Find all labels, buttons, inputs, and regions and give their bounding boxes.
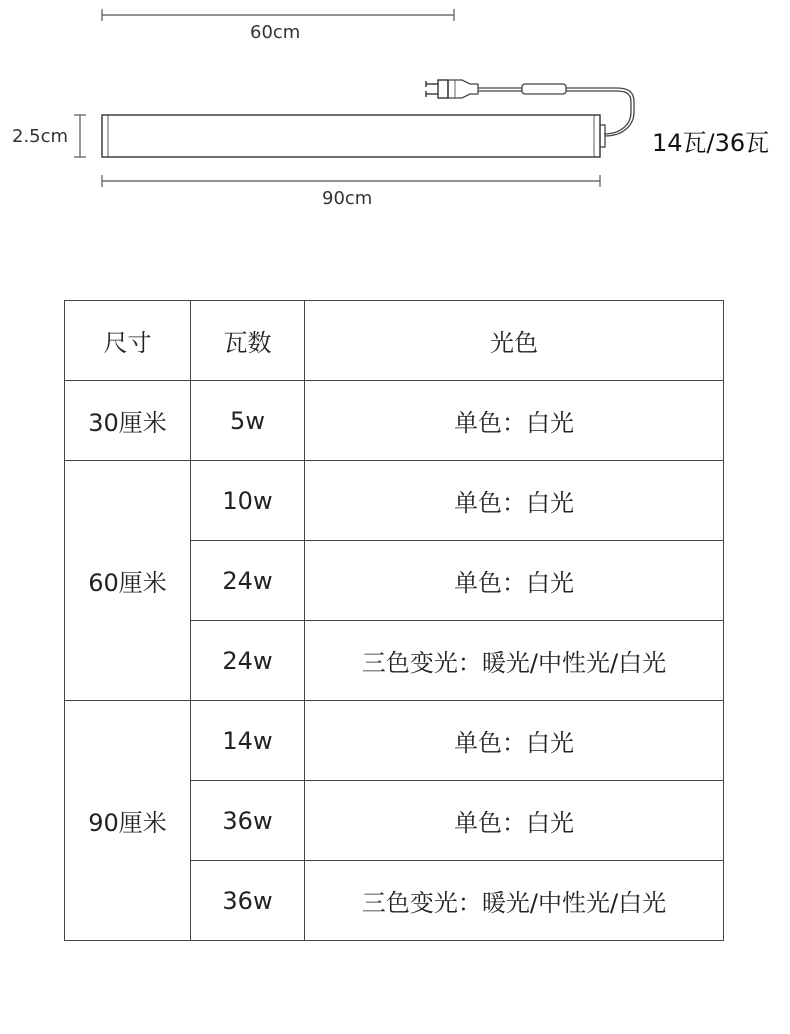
wattage-cell: 36w [191, 781, 305, 861]
header-size: 尺寸 [65, 301, 191, 381]
wattage-label: 14瓦/36瓦 [652, 129, 770, 157]
table-header-row [65, 301, 724, 381]
light-color-cell: 三色变光：暖光/中性光/白光 [305, 861, 724, 941]
table-row [65, 381, 724, 461]
wattage-cell: 10w [191, 461, 305, 541]
size-cell: 60厘米 [65, 461, 191, 701]
light-color-cell: 单色：白光 [305, 701, 724, 781]
wattage-cell: 5w [191, 381, 305, 461]
wattage-cell: 24w [191, 541, 305, 621]
length-label: 90cm [322, 188, 373, 209]
size-cell: 30厘米 [65, 381, 191, 461]
height-label: 2.5cm [12, 126, 69, 147]
dimension-line-90cm [102, 175, 600, 187]
table-row [65, 701, 724, 781]
header-light-color: 光色 [305, 301, 724, 381]
header-wattage: 瓦数 [191, 301, 305, 381]
wattage-cell: 14w [191, 701, 305, 781]
wattage-cell: 24w [191, 621, 305, 701]
light-color-cell: 单色：白光 [305, 541, 724, 621]
light-bar-diagram [0, 0, 790, 230]
spec-table [64, 300, 724, 941]
power-cable [448, 80, 634, 147]
light-color-cell: 单色：白光 [305, 381, 724, 461]
dimension-line-height [74, 115, 86, 157]
light-color-cell: 三色变光：暖光/中性光/白光 [305, 621, 724, 701]
width-label: 60cm [250, 22, 301, 43]
light-color-cell: 单色：白光 [305, 461, 724, 541]
light-color-cell: 单色：白光 [305, 781, 724, 861]
plug-icon [426, 80, 448, 98]
table-row [65, 461, 724, 541]
wattage-cell: 36w [191, 861, 305, 941]
dimension-line-60cm [102, 9, 454, 21]
light-bar-body [102, 115, 600, 157]
size-cell: 90厘米 [65, 701, 191, 941]
